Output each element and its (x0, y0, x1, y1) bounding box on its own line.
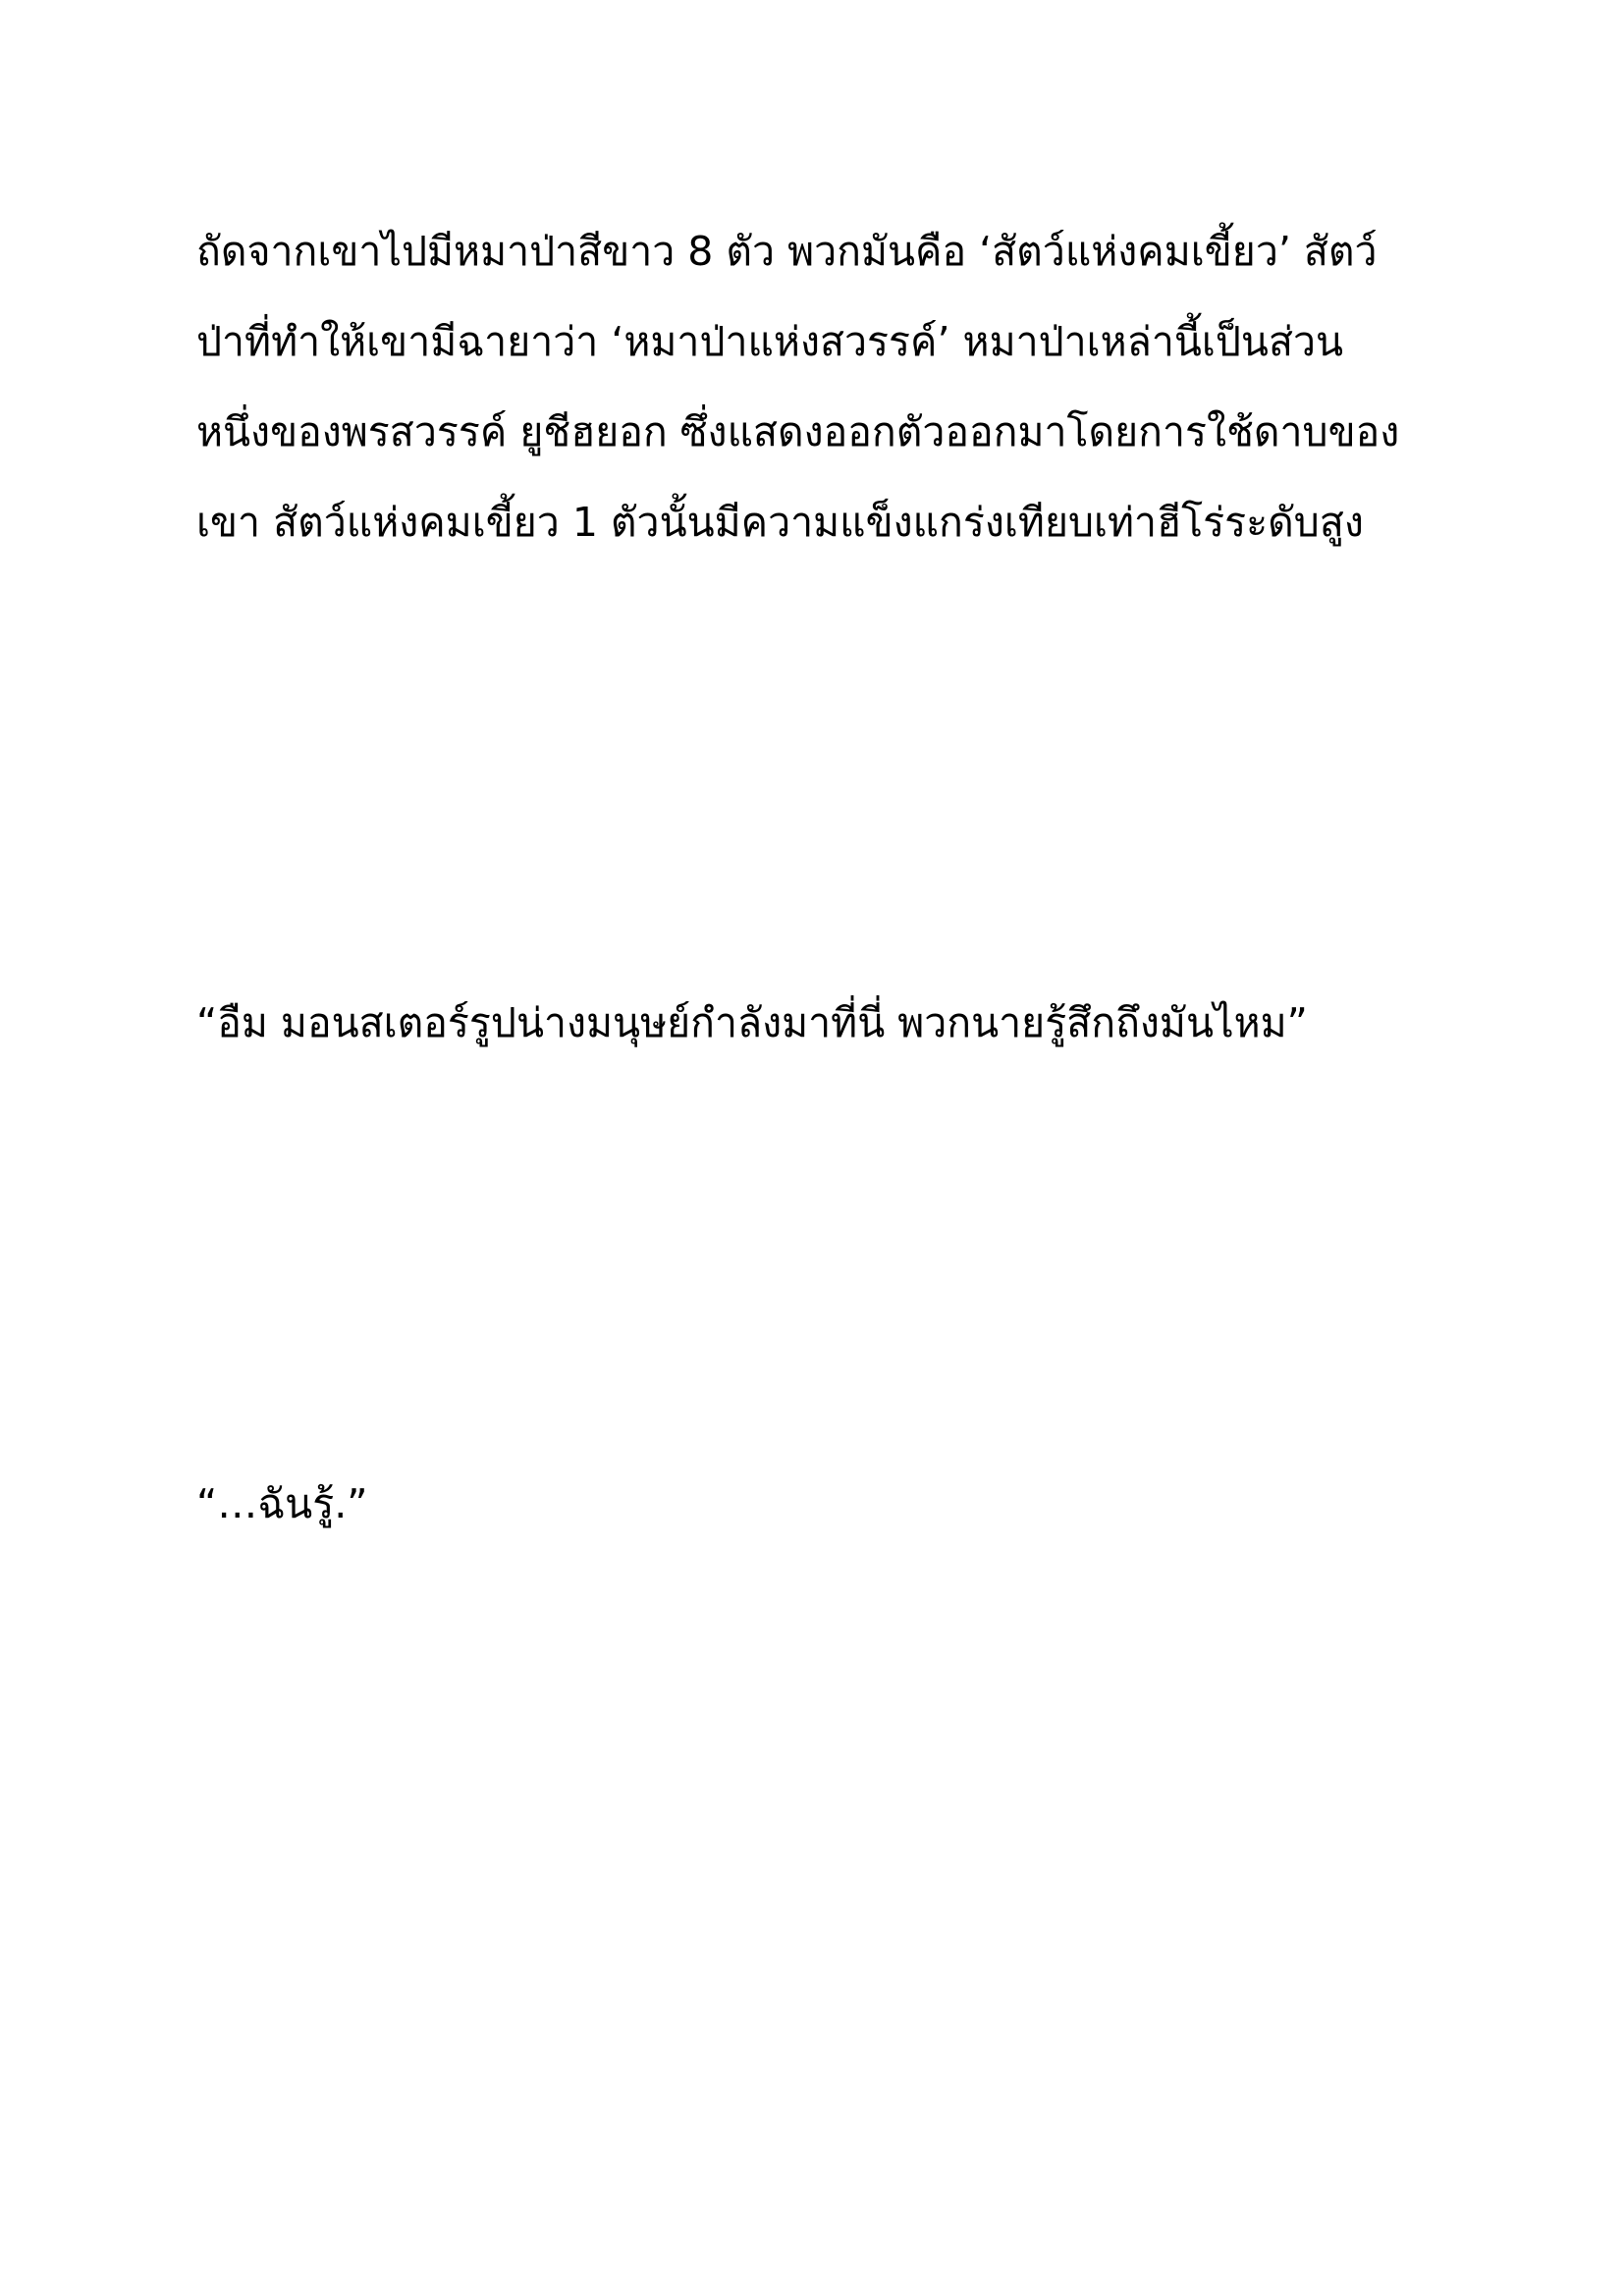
paragraph-line-2: ป่าที่ทำให้เขามีฉายาว่า ‘หมาป่าแห่งสวรรค์’ หมาป่าเหล่านี้เป็นส่วน (196, 318, 1344, 365)
narrative-paragraph (196, 206, 1473, 567)
dialogue-quote-2: “…ฉันรู้.” (196, 1480, 368, 1527)
paragraph-line-1: ถัดจากเขาไปมีหมาป่าสีขาว 8 ตัว พวกมันคือ ‘สัตว์แห่งคมเขี้ยว’ สัตว์ (196, 228, 1378, 275)
paragraph-line-4: เขา สัตว์แห่งคมเขี้ยว 1 ตัวนั้นมีความแข็งแกร่งเทียบเท่าฮีโร่ระดับสูง (196, 499, 1364, 546)
dialogue-quote-1: “อืม มอนสเตอร์รูปน่างมนุษย์กำลังมาที่นี่ พวกนายรู้สึกถึงมันไหม” (196, 999, 1308, 1046)
paragraph-line-3: หนึ่งของพรสวรรค์ ยูชีฮยอก ซึ่งแสดงออกตัวออกมาโดยการใช้ดาบของ (196, 408, 1400, 455)
